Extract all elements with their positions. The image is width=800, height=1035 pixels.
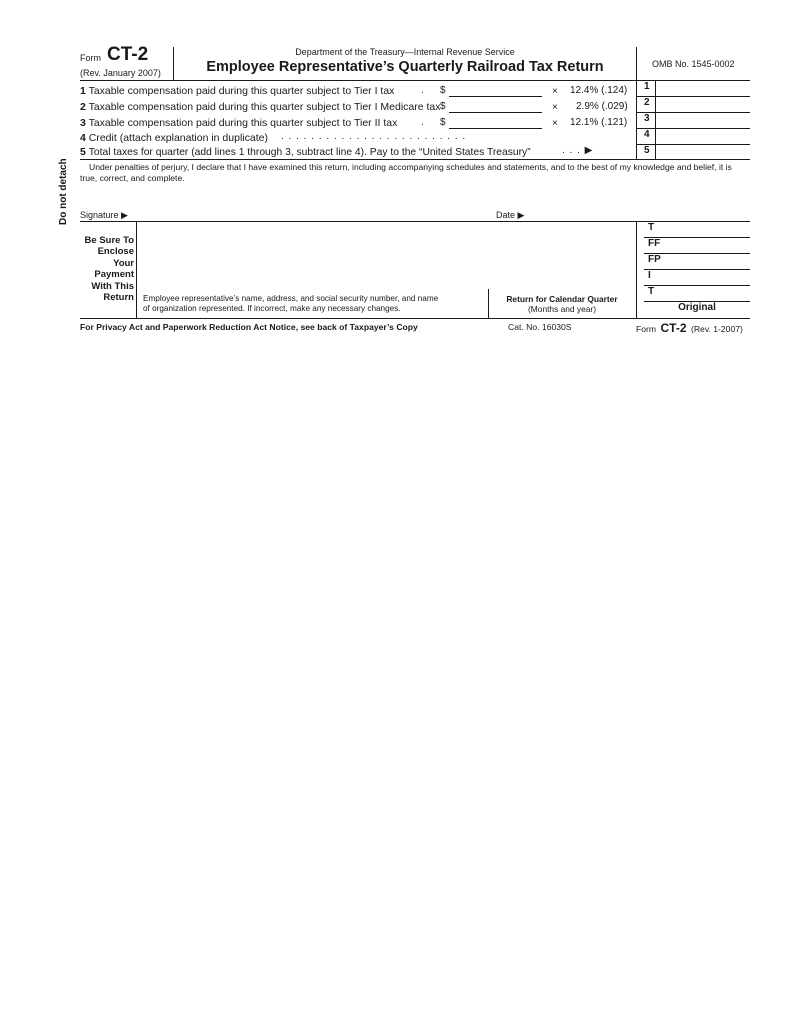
form-title: Employee Representative’s Quarterly Railroad Tax Return: [206, 59, 604, 75]
address-box[interactable]: [137, 222, 487, 290]
line-2-number: 2: [80, 101, 86, 113]
line-5-text: Total taxes for quarter (add lines 1 through 3, subtract line 4). Pay to the “United States Treasury”: [88, 147, 531, 158]
line-1-text: Taxable compensation paid during this quarter subject to Tier I tax: [88, 85, 395, 97]
lines-bottom-rule: [80, 159, 750, 160]
form-number: CT-2: [107, 44, 149, 65]
codes-column-border: [636, 221, 637, 318]
header-right-divider: [636, 47, 637, 80]
address-note-line-1: Employee representative’s name, address, and social security number, and name: [143, 294, 439, 303]
line-1-entry[interactable]: [656, 81, 750, 97]
line-5-number: 5: [80, 146, 86, 158]
line-2: [80, 101, 441, 113]
signature-field[interactable]: [136, 205, 486, 220]
form-id-block: [80, 44, 172, 80]
line-2-times: ×: [552, 102, 558, 113]
line-5-entry[interactable]: [656, 145, 750, 160]
line-5-box: 5: [636, 145, 656, 160]
do-not-detach-label: Do not detach: [58, 158, 69, 225]
calendar-quarter-note: [489, 294, 635, 314]
code-fp: FP: [644, 254, 750, 270]
line-5-dots: . . . ▶: [562, 145, 594, 156]
line-1-dots: .: [421, 85, 424, 96]
code-i: I: [644, 270, 750, 286]
date-field[interactable]: [530, 205, 635, 220]
enclose-line-6: Return: [103, 292, 134, 304]
line-4-dots: . . . . . . . . . . . . . . . . . . . . . . . . .: [281, 131, 467, 142]
address-note: [143, 294, 488, 314]
line-2-amount-field[interactable]: [449, 112, 542, 113]
line-1-number: 1: [80, 85, 86, 97]
line-3-dots: .: [421, 117, 424, 128]
line-4: [80, 132, 268, 144]
line-2-dollar: $: [440, 101, 446, 112]
line-1-box: 1: [636, 81, 656, 97]
original-label: Original: [678, 302, 716, 313]
signature-label: [80, 210, 128, 221]
line-3-box: 3: [636, 113, 656, 129]
line-3-rate: 12.1% (.121): [570, 117, 628, 128]
footer-form-id: [636, 319, 743, 337]
enclose-line-5: With This: [91, 280, 134, 292]
enclose-line-1: Be Sure To: [84, 235, 134, 246]
line-1: [80, 85, 394, 97]
line-2-rate: 2.9% (.029): [576, 101, 628, 112]
code-t-bottom: T: [644, 286, 750, 302]
signature-arrow-icon: ▶: [121, 210, 128, 220]
line-2-text: Taxable compensation paid during this quarter subject to Tier I Medicare tax: [88, 101, 441, 113]
line-4-box: 4: [636, 129, 656, 145]
catalog-number: Cat. No. 16030S: [508, 322, 572, 332]
line-1-rate: 12.4% (.124): [570, 85, 628, 96]
form-revision: (Rev. January 2007): [80, 68, 161, 78]
department-name: Department of the Treasury—Internal Revenue Service: [295, 47, 515, 57]
enclose-line-2: Enclose: [97, 246, 134, 258]
enclose-payment-note: [80, 235, 134, 303]
enclose-line-4: Payment: [94, 269, 134, 281]
months-year-label: (Months and year): [528, 304, 596, 314]
line-4-entry[interactable]: [656, 129, 750, 145]
line-1-amount-field[interactable]: [449, 96, 542, 97]
footer-form-word: Form: [636, 324, 657, 334]
footer-form-number: CT-2: [660, 321, 687, 335]
line-3-number: 3: [80, 117, 86, 129]
line-3-dollar: $: [440, 117, 446, 128]
line-3: [80, 117, 397, 129]
address-note-line-2: of organization represented. If incorrect, make any necessary changes.: [143, 304, 401, 313]
omb-number: OMB No. 1545-0002: [652, 59, 735, 69]
line-4-number: 4: [80, 132, 86, 144]
line-1-times: ×: [552, 86, 558, 97]
form-word: Form: [80, 53, 101, 63]
line-2-box: 2: [636, 97, 656, 113]
privacy-notice: For Privacy Act and Paperwork Reduction Act Notice, see back of Taxpayer’s Copy: [80, 322, 418, 332]
line-3-amount-field[interactable]: [449, 128, 542, 129]
enclose-line-3: Your: [113, 257, 134, 269]
line-4-text: Credit (attach explanation in duplicate): [88, 132, 268, 144]
line-3-entry[interactable]: [656, 113, 750, 129]
line-1-dollar: $: [440, 85, 446, 96]
date-label: [496, 210, 524, 221]
signature-text: Signature: [80, 210, 119, 220]
line-5: [80, 146, 531, 158]
date-text: Date: [496, 210, 516, 220]
line-2-entry[interactable]: [656, 97, 750, 113]
line-3-text: Taxable compensation paid during this quarter subject to Tier II tax: [88, 117, 398, 129]
calendar-quarter-label: Return for Calendar Quarter: [506, 294, 618, 304]
date-arrow-icon: ▶: [517, 210, 525, 220]
line-3-times: ×: [552, 118, 558, 129]
perjury-statement: Under penalties of perjury, I declare that I have examined this return, including accompanying schedules and statements, and to the best of my knowledge and belief, it is true, correct, and complete.: [80, 162, 732, 183]
footer-form-rev: (Rev. 1-2007): [690, 324, 743, 334]
code-ff: FF: [644, 238, 750, 254]
code-t-top: T: [644, 222, 750, 238]
